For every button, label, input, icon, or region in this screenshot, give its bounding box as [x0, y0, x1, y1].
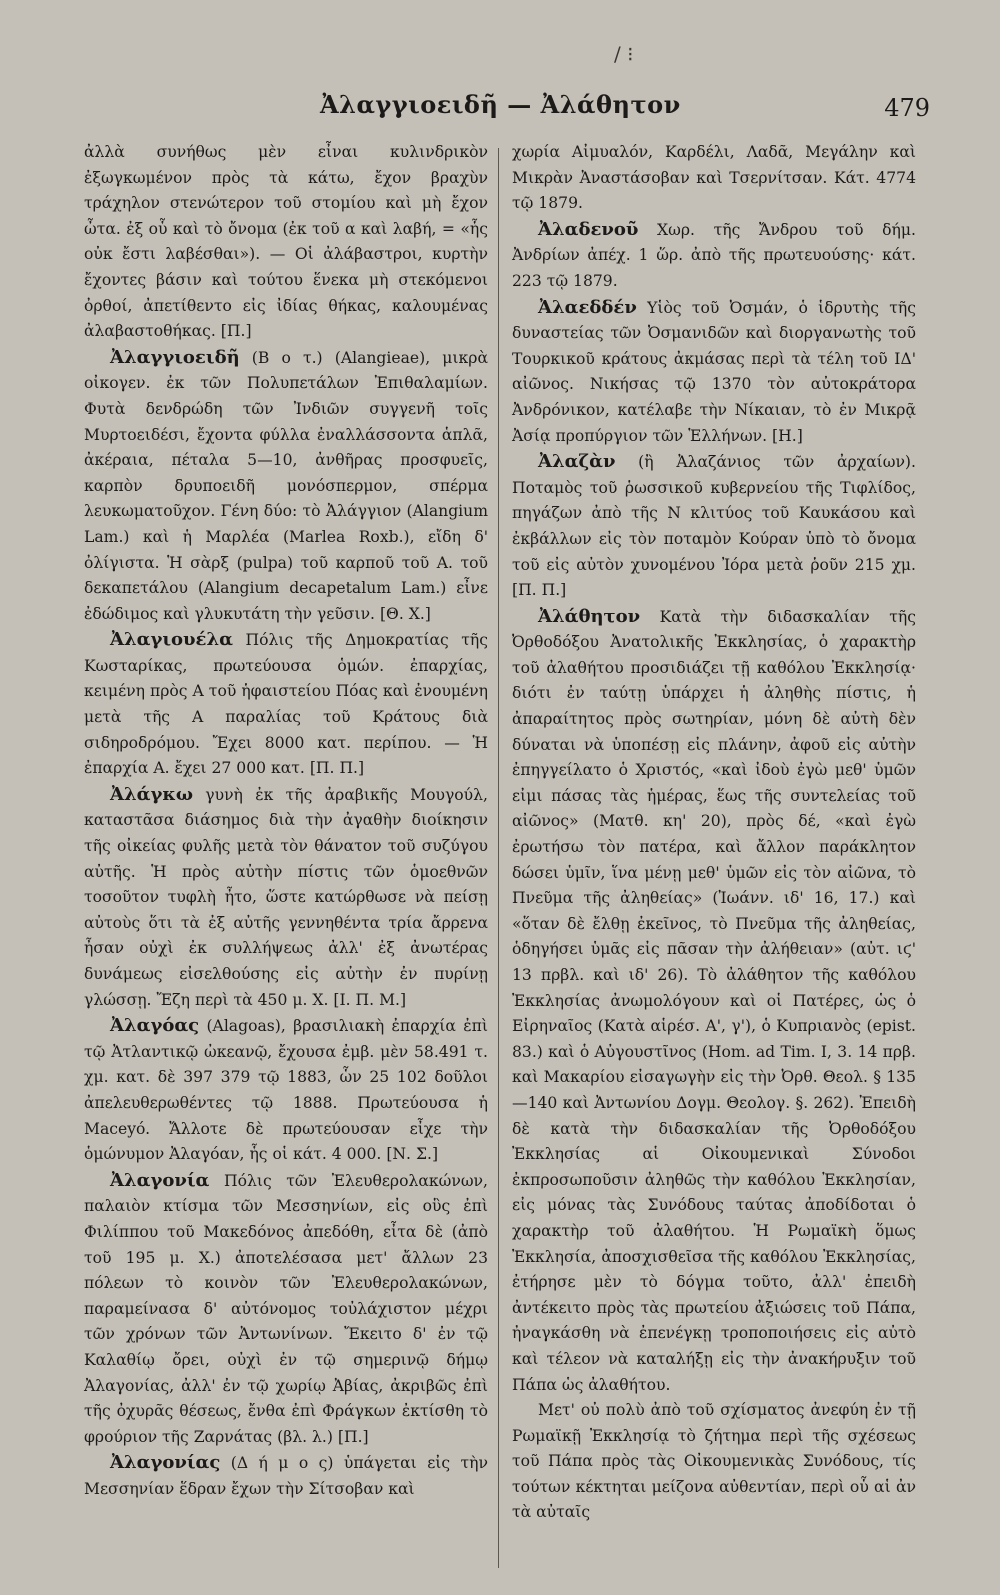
entry-headword: Ἀλαγονία: [110, 1169, 210, 1191]
entry: Ἀλαγιουέλα Πόλις τῆς Δημοκρατίας τῆς Κωσταρίκας, πρωτεύουσα ὁμών. ἐπαρχίας, κειμένη πρὸς Α τοῦ ἡφαιστείου Πόας καὶ ἐνουμένη μετὰ τῆς Α παραλίας τοῦ Κράτους διὰ σιδηροδρόμου. Ἔχει 8000 κατ. περίπου. — Ἡ ἐπαρχία Α. ἔχει 27 000 κατ. [Π. Π.]: [84, 629, 488, 778]
left-column: [84, 140, 488, 1502]
entry: Ἀλαδενοῦ Χωρ. τῆς Ἄνδρου τοῦ δήμ. Ἀνδρίων ἀπέχ. 1 ὥρ. ἀπὸ τῆς πρωτευούσης· κάτ. 223 τῷ 1879.: [512, 218, 916, 290]
entry-headword: Ἀλαεδδέν: [538, 296, 637, 318]
entry: Ἀλαεδδέν Υἱὸς τοῦ Ὀσμάν, ὁ ἱδρυτὴς τῆς δυναστείας τῶν Ὀσμανιδῶν καὶ διοργανωτὴς τοῦ Τουρκικοῦ κράτους ἀκμάσας περὶ τὰ τέλη τοῦ ΙΔ' αἰῶνος. Νικήσας τῷ 1370 τὸν αὐτοκράτορα Ἀνδρόνικον, κατέλαβε τὴν Νίκαιαν, τὸ ἐν Μικρᾷ Ἀσίᾳ προπύργιον τῶν Ἑλλήνων. [Η.]: [512, 296, 916, 445]
print-mark-glyph: / ⁝: [614, 42, 634, 66]
entry-headword: Ἀλαζὰν: [538, 451, 616, 473]
entry: ἀλλὰ συνήθως μὲν εἶναι κυλινδρικὸν ἐξωγκωμένον πρὸς τὰ κάτω, ἔχον βραχὺν τράχηλον στενώτερον τοῦ στομίου καὶ μὴ ἔχον ὦτα. ἐξ οὗ καὶ τὸ ὄνομα (ἐκ τοῦ α καὶ λαβή, = «ἧς οὐκ ἔστι λαβέσθαι»). — Οἱ ἀλάβαστροι, κυρτὴν ἔχοντες βάσιν καὶ τούτου ἕνεκα μὴ στεκόμενοι ὀρθοί, ἀπετίθεντο εἰς ἰδίας θήκας, καλουμένας ἀλαβαστοθήκας. [Π.]: [84, 143, 488, 341]
entry: Ἀλάγκω γυνὴ ἐκ τῆς ἀραβικῆς Μουγούλ, καταστᾶσα διάσημος διὰ τὴν ἀγαθὴν διοίκησιν τῆς οἰκείας φυλῆς μετὰ τὸν θάνατον τοῦ συζύγου αὐτῆς. Ἡ πρὸς αὐτὴν πίστις τῶν ὁμοεθνῶν τοσοῦτον τυφλὴ ἦτο, ὥστε κατώρθωσε νὰ πείσῃ αὐτοὺς ὅτι τὰ ἐξ αὐτῆς γεννηθέντα τρία ἄρρενα ἦσαν οὐχὶ ἐκ συλλήψεως ἀλλ' ἐξ ἀνωτέρας δυνάμεως εἰσελθούσης εἰς αὐτὴν ἐν πυρίνῃ γλώσσῃ. Ἔζη περὶ τὰ 450 μ. Χ. [Ι. Π. Μ.]: [84, 783, 488, 1009]
running-head: Ἀλαγγιοειδῆ — Ἀλάθητον: [320, 90, 681, 119]
entry: Ἀλαζὰν (ἢ Ἀλαζάνιος τῶν ἀρχαίων). Ποταμὸς τοῦ ῥωσσικοῦ κυβερνείου τῆς Τιφλίδος, πηγάζων ἀπὸ τῆς Ν κλιτύος τοῦ Καυκάσου καὶ ἐκβάλλων εἰς τὸν ποταμὸν Κούραν ὑπὸ τὸ ὄνομα τοῦ εἰς αὐτὸν χυνομένου Ἰόρα μετὰ ῥοῦν 215 χμ. [Π. Π.]: [512, 451, 916, 600]
entry-headword: Ἀλαγονίας: [110, 1452, 221, 1474]
entry-headword: Ἀλαγγιοειδῆ: [110, 346, 240, 368]
entry-headword: Ἀλάγκω: [110, 783, 193, 805]
entry: Ἀλαγονία Πόλις τῶν Ἐλευθερολακώνων, παλαιὸν κτίσμα τῶν Μεσσηνίων, εἰς οὓς ἐπὶ Φιλίππου τοῦ Μακεδόνος ἀπεδόθη, εἶτα δὲ (ἀπὸ τοῦ 195 μ. Χ.) ἀποτελέσασα μετ' ἄλλων 23 πόλεων τὸ κοινὸν τῶν Ἐλευθερολακώνων, παραμείνασα δ' αὐτόνομος τοὐλάχιστον μέχρι τῶν χρόνων τῶν Ἀντωνίνων. Ἔκειτο δ' ἐν τῷ Καλαθίῳ ὄρει, οὐχὶ ἐν τῷ σημερινῷ δήμῳ Ἀλαγονίας, ἀλλ' ἐν τῷ χωρίῳ Ἀβίας, ἀκριβῶς ἐπὶ τῆς ὀχυρᾶς θέσεως, ἔνθα ἐπὶ Φράγκων ἐκτίσθη τὸ φρούριον τῆς Ζαρνάτας (βλ. λ.) [Π.]: [84, 1169, 488, 1446]
entry-headword: Ἀλαδενοῦ: [538, 218, 639, 240]
entry: Ἀλαγγιοειδῆ (Β ο τ.) (Alangieae), μικρὰ οἰκογεν. ἐκ τῶν Πολυπετάλων Ἐπιθαλαμίων. Φυτὰ δενδρώδη τῶν Ἰνδιῶν συγγενῆ τοῖς Μυρτοειδέσι, ἔχοντα φύλλα ἐναλλάσσοντα ἁπλᾶ, ἀκέραια, πέταλα 5—10, ἀνθῆρας προσφυεῖς, καρπὸν δρυποειδῆ μονόσπερμον, σπέρμα λευκωματοῦχον. Γένη δύο: τὸ Ἀλάγγιον (Alangium Lam.) καὶ ἡ Μαρλέα (Marlea Roxb.), εἴδη δ' ὀλίγιστα. Ἡ σὰρξ (pulpa) τοῦ καρποῦ τοῦ Α. τοῦ δεκαπετάλου (Alangium decapetalum Lam.) εἶνε ἐδώδιμος καὶ γλυκυτάτη τὴν γεῦσιν. [Θ. Χ.]: [84, 346, 488, 623]
column-divider: [498, 148, 499, 1568]
page-header: [0, 84, 1000, 128]
page-number: 479: [884, 94, 930, 122]
entry-headword: Ἀλαγιουέλα: [110, 629, 233, 651]
entry: Ἀλαγονίας (Δ ή μ ο ς) ὑπάγεται εἰς τὴν Μεσσηνίαν ἕδραν ἔχων τὴν Σίτσοβαν καὶ: [84, 1452, 488, 1498]
entry-headword: Ἀλάθητον: [538, 605, 641, 627]
entry: Ἀλαγόας (Alagoas), βρασιλιακὴ ἐπαρχία ἐπὶ τῷ Ἀτλαντικῷ ὠκεανῷ, ἔχουσα ἐμβ. μὲν 58.491 τ. χμ. κατ. δὲ 397 379 τῷ 1883, ὧν 25 102 δοῦλοι ἀπελευθερωθέντες τῷ 1888. Πρωτεύουσα ἡ Maceyó. Ἄλλοτε δὲ πρωτεύουσαν εἶχε τὴν ὁμώνυμον Ἀλαγόαν, ἧς οἱ κάτ. 4 000. [Ν. Σ.]: [84, 1015, 488, 1164]
entry: Μετ' οὐ πολὺ ἀπὸ τοῦ σχίσματος ἀνεφύη ἐν τῇ Ρωμαϊκῇ Ἐκκλησίᾳ τὸ ζήτημα περὶ τῆς σχέσεως τοῦ Πάπα πρὸς τὰς Οἰκουμενικὰς Συνόδους, τίς τούτων κέκτηται μείζονα αὐθεντίαν, περὶ οὗ αἱ ἀν τὰ αὐταῖς: [512, 1401, 916, 1522]
right-column: [512, 140, 916, 1526]
entry: χωρία Αἰμυαλόν, Καρδέλι, Λαδᾶ, Μεγάλην καὶ Μικρὰν Ἀναστάσοβαν καὶ Τσερνίτσαν. Κάτ. 4774 τῷ 1879.: [512, 143, 916, 213]
entry-headword: Ἀλαγόας: [110, 1015, 200, 1037]
entry: Ἀλάθητον Κατὰ τὴν διδασκαλίαν τῆς Ὀρθοδόξου Ἀνατολικῆς Ἐκκλησίας, ὁ χαρακτὴρ τοῦ ἀλαθήτου προσιδιάζει τῇ καθόλου Ἐκκλησίᾳ· διότι ἐν ταύτῃ ὑπάρχει ἡ ἀληθὴς πίστις, ἡ ἀπαραίτητος πρὸς σωτηρίαν, μόνη δὲ αὐτὴ δὲν δύναται νὰ ὑποπέσῃ εἰς πλάνην, ἀφοῦ εἰς αὐτὴν ἐπηγγείλατο ὁ Χριστός, «καὶ ἰδοὺ ἐγὼ μεθ' ὑμῶν εἰμι πάσας τὰς ἡμέρας, ἕως τῆς συντελείας τοῦ αἰῶνος» (Ματθ. κη' 20), πρὸς δέ, «καὶ ἐγὼ ἐρωτήσω τὸν πατέρα, καὶ ἄλλον παράκλητον δώσει ὑμῖν, ἵνα μένῃ μεθ' ὑμῶν εἰς τὸν αἰῶνα, τὸ Πνεῦμα τῆς ἀληθείας» (Ἰωάνν. ιδ' 16, 17.) καὶ «ὅταν δὲ ἔλθῃ ἐκεῖνος, τὸ Πνεῦμα τῆς ἀληθείας, ὁδηγήσει ὑμᾶς εἰς πᾶσαν τὴν ἀλήθειαν» (αὐτ. ιϛ' 13 πρβλ. καὶ ιδ' 26). Τὸ ἀλάθητον τῆς καθόλου Ἐκκλησίας ἀνωμολόγουν καὶ οἱ Πατέρες, ὡς ὁ Εἰρηναῖος (Κατὰ αἱρέσ. Α', γ'), ὁ Κυπριανὸς (epist. 83.) καὶ ὁ Αὐγουστῖνος (Hom. ad Tim. I, 3. 14 πρβ. καὶ Μακαρίου εἰσαγωγὴν εἰς τὴν Ὀρθ. Θεολ. § 135—140 καὶ Ἀντωνίου Δογμ. Θεολογ. §. 262). Ἐπειδὴ δὲ κατὰ τὴν διδασκαλίαν τῆς Ὀρθοδόξου Ἐκκλησίας αἱ Οἰκουμενικαὶ Σύνοδοι ἐκπροσωποῦσιν ἀληθῶς τὴν καθόλου Ἐκκλησίαν, εἰς μόνας τὰς Συνόδους ταύτας ἀποδίδοται ὁ χαρακτὴρ τοῦ ἀλαθήτου. Ἡ Ρωμαϊκὴ ὅμως Ἐκκλησία, ἀποσχισθεῖσα τῆς καθόλου Ἐκκλησίας, ἐτήρησε μὲν τὸ δόγμα τοῦτο, ἀλλ' ἐπειδὴ ἀντέκειτο πρὸς τὰς πρωτείου ἀξιώσεις τοῦ Πάπα, ἠναγκάσθη νὰ ἐπενέγκῃ τροποποιήσεις εἰς αὐτὸ καὶ τέλεον νὰ καταλήξῃ εἰς τὴν ἀνακήρυξιν τοῦ Πάπα ὡς ἀλαθήτου.: [512, 605, 916, 1394]
